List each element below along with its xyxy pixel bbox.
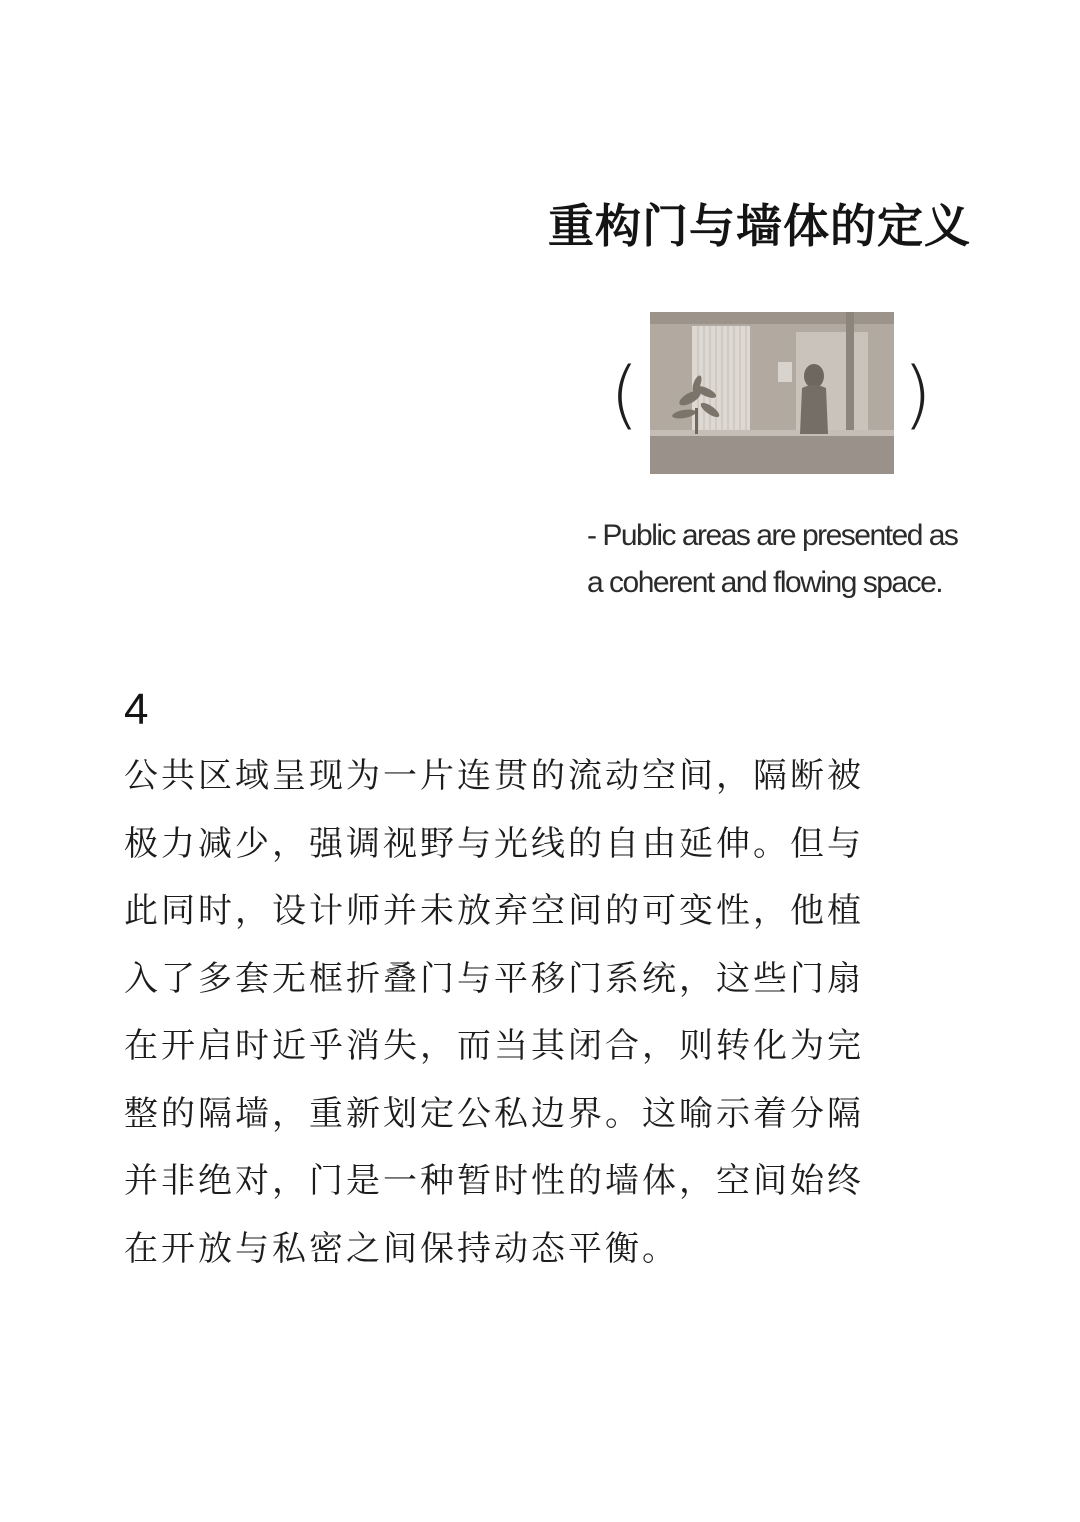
- open-parenthesis: (: [610, 352, 639, 438]
- caption-line: - Public areas are presented as: [587, 519, 958, 552]
- body-line: 入了多套无框折叠门与平移门系统，这些门扇: [124, 958, 864, 999]
- body-line: 并非绝对，门是一种暂时性的墙体，空间始终: [124, 1161, 864, 1201]
- body-line: 公共区域呈现为一片连贯的流动空间，隔断被: [124, 756, 864, 796]
- image-caption: [587, 512, 1057, 606]
- caption-line: a coherent and flowing space.: [587, 566, 943, 599]
- interior-photo: [650, 312, 894, 474]
- body-line: 在开放与私密之间保持动态平衡。: [124, 1228, 679, 1269]
- body-paragraph: [124, 750, 904, 1290]
- close-parenthesis: ): [903, 352, 932, 438]
- body-line: 此同时，设计师并未放弃空间的可变性，他植: [124, 891, 864, 931]
- body-line: 极力减少，强调视野与光线的自由延伸。但与: [124, 823, 864, 864]
- section-number: 4: [124, 685, 149, 734]
- body-line: 整的隔墙，重新划定公私边界。这喻示着分隔: [124, 1093, 864, 1134]
- body-line: 在开启时近乎消失，而当其闭合，则转化为完: [124, 1026, 864, 1066]
- section-title: 重构门与墙体的定义: [548, 199, 971, 253]
